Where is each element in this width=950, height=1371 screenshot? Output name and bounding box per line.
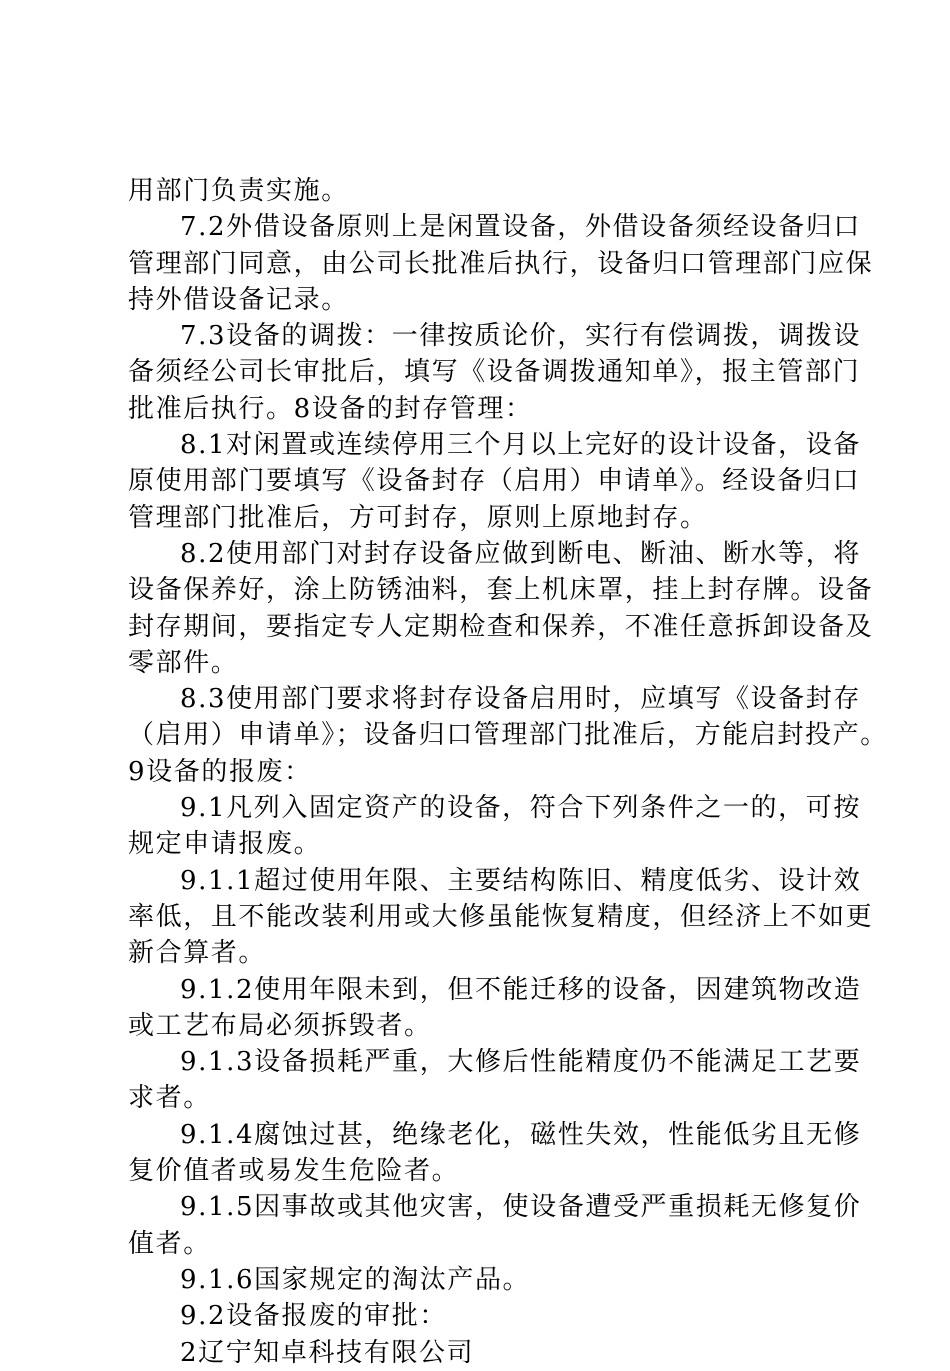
text-line: 9.1.1超过使用年限、主要结构陈旧、精度低劣、设计效: [180, 865, 862, 896]
text-line: 原使用部门要填写《设备封存（启用）申请单》。经设备归口: [128, 466, 861, 497]
text-line: 持外借设备记录。: [128, 284, 349, 315]
text-line: （启用）申请单》；设备归口管理部门批准后，方能启封投产。: [128, 720, 888, 751]
text-line: 用部门负责实施。: [128, 176, 349, 206]
text-line: 管理部门批准后，方可封存，原则上原地封存。: [128, 502, 708, 533]
text-line: 率低，且不能改装利用或大修虽能恢复精度，但经济上不如更: [128, 901, 874, 932]
text-line: 批准后执行。8设备的封存管理：: [128, 393, 533, 424]
text-line: 新合算者。: [128, 938, 267, 969]
text-line: 零部件。: [128, 647, 239, 678]
text-line: 8.1对闲置或连续停用三个月以上完好的设计设备，设备: [180, 430, 861, 461]
text-line: 9.1凡列入固定资产的设备，符合下列条件之一的，可按: [180, 793, 861, 824]
text-line: 9.1.2使用年限未到，但不能迁移的设备，因建筑物改造: [180, 974, 862, 1005]
text-line: 9.2设备报废的审批：: [180, 1301, 447, 1332]
text-line: 9.1.4腐蚀过甚，绝缘老化，磁性失效，性能低劣且无修: [180, 1119, 862, 1150]
text-line: 复价值者或易发生危险者。: [128, 1156, 460, 1187]
text-line: 7.3设备的调拨：一律按质论价，实行有偿调拨，调拨设: [180, 321, 861, 352]
text-line: 备须经公司长审批后，填写《设备调拨通知单》，报主管部门: [128, 357, 861, 388]
text-line: 9.1.3设备损耗严重，大修后性能精度仍不能满足工艺要: [180, 1047, 862, 1078]
footer-company-line: 2辽宁知卓科技有限公司: [180, 1337, 475, 1368]
document-body: [128, 173, 888, 1371]
text-line: 规定申请报废。: [128, 829, 322, 860]
text-line: 或工艺布局必须拆毁者。: [128, 1010, 432, 1041]
text-line: 设备保养好，涂上防锈油料，套上机床罩，挂上封存牌。设备: [128, 575, 874, 606]
text-line: 8.3使用部门要求将封存设备启用时，应填写《设备封存: [180, 684, 861, 715]
text-line: 封存期间，要指定专人定期检查和保养，不准任意拆卸设备及: [128, 611, 874, 642]
text-line: 管理部门同意，由公司长批准后执行，设备归口管理部门应保: [128, 248, 874, 279]
text-line: 值者。: [128, 1228, 211, 1259]
text-line: 求者。: [128, 1083, 211, 1114]
text-line: 9.1.5因事故或其他灾害，使设备遭受严重损耗无修复价: [180, 1192, 862, 1223]
text-line: 9设备的报废：: [128, 756, 312, 787]
text-line: 7.2外借设备原则上是闲置设备，外借设备须经设备归口: [180, 212, 861, 243]
text-line: 8.2使用部门对封存设备应做到断电、断油、断水等，将: [180, 538, 861, 569]
text-line: 9.1.6国家规定的淘汰产品。: [180, 1264, 531, 1295]
